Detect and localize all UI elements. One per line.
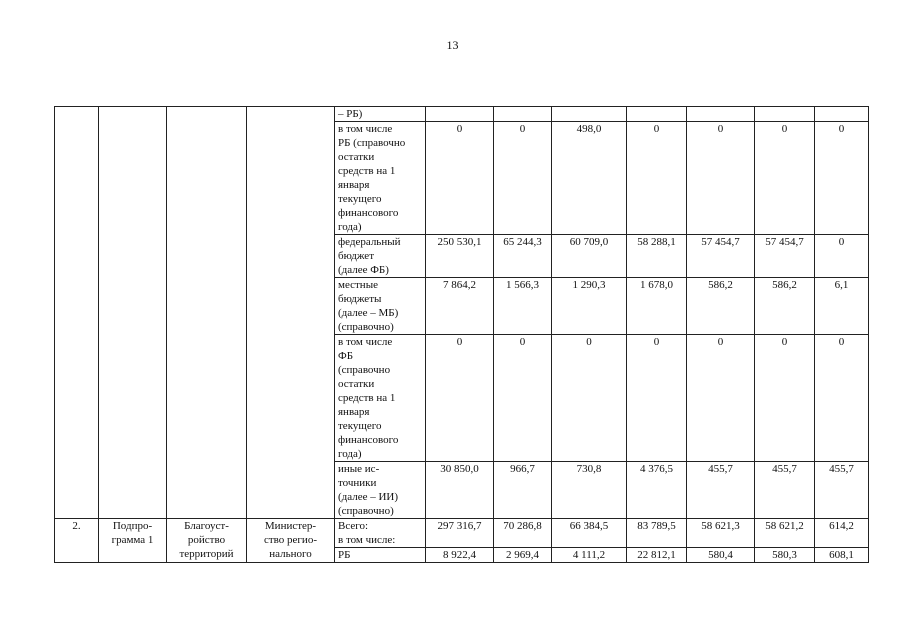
text-line: бюджет [338,250,374,262]
value-cell: 0 [755,335,815,462]
table-body [55,107,869,563]
value-cell: 2 969,4 [494,548,552,563]
value-cell: 0 [815,235,869,278]
text-line: текущего [338,193,382,205]
value-cell: 22 812,1 [627,548,687,563]
value-cell: 498,0 [552,122,627,235]
value-cell: 0 [755,122,815,235]
text-line: финансового [338,207,399,219]
value-cell: 57 454,7 [755,235,815,278]
value-cell: 66 384,5 [552,519,627,548]
source-cell [335,235,426,278]
text-line: января [338,179,370,191]
subprogram-executor [247,519,335,563]
text-line: в том числе [338,336,393,348]
value-cell [426,107,494,122]
value-cell: 0 [815,335,869,462]
text-line: (далее – ИИ) [338,491,399,503]
text-line: местные [338,279,378,291]
text-line: Благоуст- [184,520,229,532]
value-cell [494,107,552,122]
value-cell: 297 316,7 [426,519,494,548]
subprogram-total-row [55,519,869,548]
text-line: Подпро- [112,520,153,532]
value-cell: 608,1 [815,548,869,563]
source-cell [335,107,426,122]
value-cell: 455,7 [687,462,755,519]
text-line: остатки [338,378,375,390]
text-line: ФБ [338,350,354,362]
text-line: РБ (справочно [338,137,406,149]
text-line: (справочно) [338,505,394,517]
number-cell [55,107,99,519]
value-cell: 1 290,3 [552,278,627,335]
text-line: средств на 1 [338,392,396,404]
value-cell: 0 [687,335,755,462]
value-cell [687,107,755,122]
text-line: нального [269,548,312,560]
page-number: 13 [446,38,459,52]
value-cell: 70 286,8 [494,519,552,548]
value-cell: 0 [687,122,755,235]
value-cell: 614,2 [815,519,869,548]
text-line: (далее – МБ) [338,307,399,319]
budget-table [54,106,869,563]
text-line: территорий [179,548,234,560]
subprogram-number: 2. [55,519,99,563]
text-line: года) [338,221,362,233]
text-line: Всего: [338,520,369,532]
value-cell: 1 566,3 [494,278,552,335]
value-cell: 83 789,5 [627,519,687,548]
value-cell: 0 [627,122,687,235]
text-line: в том числе [338,123,393,135]
text-line: средств на 1 [338,165,396,177]
source-cell [335,462,426,519]
text-line: бюджеты [338,293,382,305]
value-cell: 65 244,3 [494,235,552,278]
source-cell [335,335,426,462]
text-line: января [338,406,370,418]
value-cell: 0 [494,122,552,235]
text-line: грамма 1 [111,534,154,546]
text-line: – РБ) [338,108,363,120]
value-cell: 0 [426,122,494,235]
text-line: федеральный [338,236,401,248]
value-cell: 8 922,4 [426,548,494,563]
text-line: в том числе: [338,534,396,546]
value-cell: 0 [815,122,869,235]
text-line: Министер- [264,520,317,532]
value-cell: 7 864,2 [426,278,494,335]
value-cell: 58 621,3 [687,519,755,548]
text-line: финансового [338,434,399,446]
value-cell [627,107,687,122]
value-cell: 4 111,2 [552,548,627,563]
value-cell: 0 [627,335,687,462]
value-cell: 0 [552,335,627,462]
subprogram-name [167,519,247,563]
text-line: года) [338,448,362,460]
value-cell [815,107,869,122]
value-cell: 4 376,5 [627,462,687,519]
value-cell: 6,1 [815,278,869,335]
text-line: точники [338,477,377,489]
value-cell: 580,3 [755,548,815,563]
value-cell [552,107,627,122]
value-cell: 58 288,1 [627,235,687,278]
source-cell [335,122,426,235]
text-line: иные ис- [338,463,380,475]
value-cell: 0 [426,335,494,462]
text-line: (справочно [338,364,391,376]
value-cell: 966,7 [494,462,552,519]
value-cell: 1 678,0 [627,278,687,335]
subprogram-type [99,519,167,563]
value-cell: 58 621,2 [755,519,815,548]
executor-cell [247,107,335,519]
source-cell [335,278,426,335]
value-cell: 57 454,7 [687,235,755,278]
program-name-cell [167,107,247,519]
text-line: (далее ФБ) [338,264,389,276]
text-line: ройство [187,534,226,546]
value-cell: 455,7 [815,462,869,519]
value-cell: 730,8 [552,462,627,519]
value-cell: 30 850,0 [426,462,494,519]
text-line: текущего [338,420,382,432]
value-cell: 60 709,0 [552,235,627,278]
program-type-cell [99,107,167,519]
value-cell: 0 [494,335,552,462]
table-row [55,107,869,122]
text-line: ство регио- [263,534,317,546]
value-cell [755,107,815,122]
value-cell: 586,2 [755,278,815,335]
text-line: остатки [338,151,375,163]
value-cell: 455,7 [755,462,815,519]
text-line: (справочно) [338,321,394,333]
rb-source-cell: РБ [335,548,426,563]
total-source-cell [335,519,426,548]
value-cell: 586,2 [687,278,755,335]
value-cell: 580,4 [687,548,755,563]
value-cell: 250 530,1 [426,235,494,278]
